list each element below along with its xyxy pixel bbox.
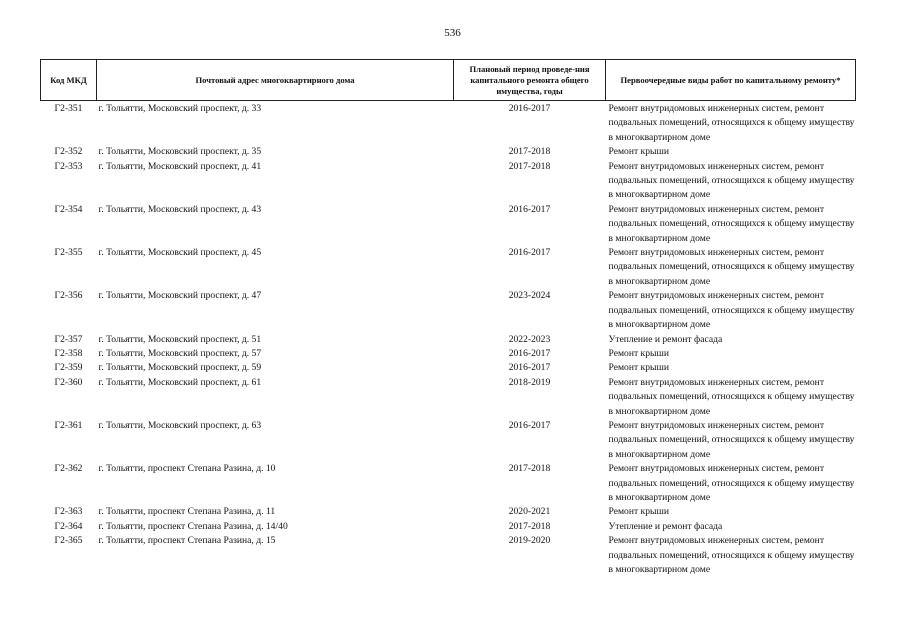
cell-code: Г2-352 <box>54 146 83 158</box>
cell-code: Г2-357 <box>54 333 83 345</box>
table-row <box>41 361 856 375</box>
cell-code: Г2-359 <box>54 362 83 374</box>
cell-works: Ремонт внутридомовых инженерных систем, ремонт подвальных помещений, относящихся к общему имуществу в многоквартирном доме <box>608 535 855 575</box>
header-period: Плановый период проведе-ния капитального ремонта общего имущества, годы <box>454 60 606 101</box>
cell-code: Г2-365 <box>54 535 83 547</box>
cell-works: Ремонт крыши <box>608 347 669 359</box>
table-body <box>41 101 856 578</box>
cell-works: Ремонт внутридомовых инженерных систем, ремонт подвальных помещений, относящихся к общему имуществу в многоквартирном доме <box>608 290 855 331</box>
cell-address: г. Тольятти, Московский проспект, д. 41 <box>98 160 262 172</box>
cell-period: 2016-2017 <box>508 347 551 359</box>
cell-period: 2016-2017 <box>508 247 551 259</box>
cell-code: Г2-356 <box>54 290 83 302</box>
cell-code: Г2-355 <box>54 247 83 259</box>
table-row <box>41 101 856 146</box>
cell-address: г. Тольятти, проспект Степана Разина, д. 10 <box>98 463 276 475</box>
table-header <box>41 60 856 101</box>
cell-code: Г2-362 <box>54 463 83 475</box>
cell-code: Г2-353 <box>54 160 83 172</box>
cell-works: Утепление и ремонт фасада <box>608 520 723 532</box>
cell-address: г. Тольятти, Московский проспект, д. 35 <box>98 146 262 158</box>
table-row <box>41 419 856 462</box>
table-row <box>41 534 856 577</box>
cell-period: 2023-2024 <box>508 290 551 302</box>
header-works: Первоочередные виды работ по капитальному ремонту* <box>606 60 856 101</box>
cell-period: 2019-2020 <box>508 535 551 547</box>
cell-works: Ремонт крыши <box>608 362 669 374</box>
cell-works: Ремонт крыши <box>608 146 669 158</box>
cell-works: Ремонт внутридомовых инженерных систем, ремонт подвальных помещений, относящихся к общему имуществу в многоквартирном доме <box>608 419 855 460</box>
cell-code: Г2-363 <box>54 506 83 518</box>
table-row <box>41 160 856 203</box>
header-address: Почтовый адрес многоквартирного дома <box>97 60 454 101</box>
cell-period: 2016-2017 <box>508 203 551 215</box>
table-row <box>41 203 856 246</box>
cell-period: 2017-2018 <box>508 520 551 532</box>
cell-period: 2017-2018 <box>508 160 551 172</box>
cell-code: Г2-358 <box>54 347 83 359</box>
cell-works: Ремонт крыши <box>608 506 669 518</box>
cell-code: Г2-354 <box>54 203 83 215</box>
table-row <box>41 347 856 361</box>
cell-address: г. Тольятти, проспект Степана Разина, д. 15 <box>98 535 276 547</box>
cell-address: г. Тольятти, Московский проспект, д. 63 <box>98 419 262 431</box>
table-row <box>41 333 856 347</box>
cell-period: 2022-2023 <box>508 333 551 345</box>
table-row <box>41 246 856 289</box>
table-row <box>41 520 856 534</box>
cell-works: Ремонт внутридомовых инженерных систем, ремонт подвальных помещений, относящихся к общему имуществу в многоквартирном доме <box>608 103 855 143</box>
cell-code: Г2-360 <box>54 376 83 388</box>
cell-code: Г2-361 <box>54 419 83 431</box>
cell-period: 2017-2018 <box>508 463 551 475</box>
table-row <box>41 505 856 519</box>
cell-period: 2016-2017 <box>508 103 551 114</box>
header-row <box>41 60 856 101</box>
cell-works: Ремонт внутридомовых инженерных систем, ремонт подвальных помещений, относящихся к общему имуществу в многоквартирном доме <box>608 160 855 201</box>
capital-repair-table <box>40 59 856 577</box>
table-row <box>41 289 856 332</box>
cell-address: г. Тольятти, Московский проспект, д. 51 <box>98 333 262 345</box>
cell-period: 2016-2017 <box>508 419 551 431</box>
cell-period: 2017-2018 <box>508 146 551 158</box>
cell-works: Ремонт внутридомовых инженерных систем, ремонт подвальных помещений, относящихся к общему имуществу в многоквартирном доме <box>608 463 855 503</box>
cell-code: Г2-351 <box>54 103 83 114</box>
cell-address: г. Тольятти, Московский проспект, д. 43 <box>98 203 262 215</box>
cell-period: 2018-2019 <box>508 376 551 388</box>
table-row <box>41 376 856 419</box>
cell-address: г. Тольятти, Московский проспект, д. 33 <box>98 103 262 114</box>
cell-works: Ремонт внутридомовых инженерных систем, ремонт подвальных помещений, относящихся к общему имуществу в многоквартирном доме <box>608 203 855 244</box>
cell-address: г. Тольятти, Московский проспект, д. 61 <box>98 376 262 388</box>
cell-address: г. Тольятти, проспект Степана Разина, д. 14/40 <box>98 520 288 532</box>
cell-period: 2020-2021 <box>508 506 551 518</box>
cell-address: г. Тольятти, Московский проспект, д. 45 <box>98 247 262 259</box>
page-number: 536 <box>444 27 461 39</box>
header-code: Код МКД <box>41 60 97 101</box>
cell-works: Ремонт внутридомовых инженерных систем, ремонт подвальных помещений, относящихся к общему имуществу в многоквартирном доме <box>608 247 855 287</box>
cell-address: г. Тольятти, Московский проспект, д. 47 <box>98 290 262 302</box>
table-row <box>41 145 856 159</box>
cell-code: Г2-364 <box>54 520 83 532</box>
cell-works: Ремонт внутридомовых инженерных систем, ремонт подвальных помещений, относящихся к общему имуществу в многоквартирном доме <box>608 376 855 417</box>
cell-works: Утепление и ремонт фасада <box>608 333 723 345</box>
cell-period: 2016-2017 <box>508 362 551 374</box>
cell-address: г. Тольятти, Московский проспект, д. 57 <box>98 347 262 359</box>
table-row <box>41 462 856 505</box>
cell-address: г. Тольятти, проспект Степана Разина, д. 11 <box>98 506 276 518</box>
cell-address: г. Тольятти, Московский проспект, д. 59 <box>98 362 262 374</box>
